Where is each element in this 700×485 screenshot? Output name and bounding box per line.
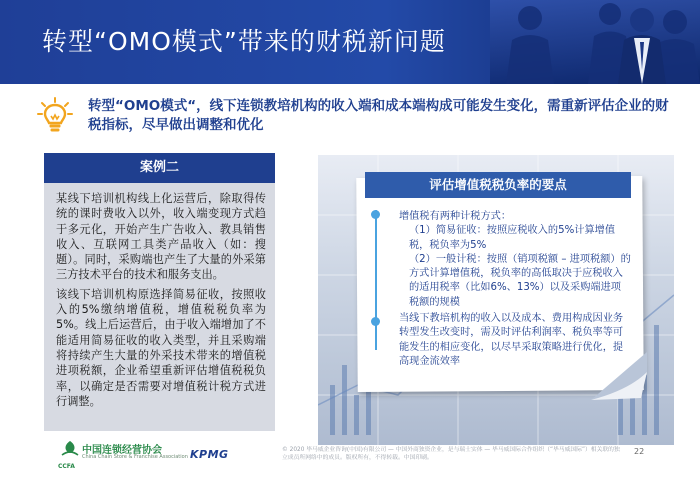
legal-notice: © 2020 毕马威企业咨询(中国)有限公司 — 中国外商独资企业，是与瑞士实体 — 毕马威国际合作组织（“毕马威国际”）相关联的独立成员所网络中的成员。版权所有，不得转载。中国印刷。 (282, 447, 620, 461)
timeline-line (375, 210, 377, 350)
business-people-image (490, 0, 700, 84)
ccfa-english-name: China Chain Store & Franchise Association (82, 454, 188, 460)
intro-text: 转型“OMO模式“，线下连锁教培机构的收入端和成本端构成可能发生变化，需重新评估企业的财税指标，尽早做出调整和优化 (88, 98, 669, 133)
page-title: 转型“OMO模式”带来的财税新问题 (42, 27, 446, 56)
point-1-sub-2: （2）一般计税：按照（销项税额 – 进项税额）的方式计算增值税，税负率的高低取决于应税收入的适用税率（比如6%、13%）以及采购端进项税额的规模 (409, 253, 631, 308)
timeline-dot-1 (371, 210, 380, 219)
point-1-lead: 增值税有两种计税方式： (399, 211, 512, 222)
point-2: 当线下教培机构的收入以及成本、费用构成因业务转型发生改变时，需及时评估利润率、税负率等可能发生的相应变化，以尽早采取策略进行优化，提高现金流效率 (399, 313, 624, 367)
case-card (44, 153, 275, 431)
ccfa-abbr: CCFA (58, 463, 75, 470)
timeline-dot-2 (371, 317, 380, 326)
header-banner (0, 0, 700, 84)
points-title: 评估增值税税负率的要点 (365, 172, 631, 198)
case-body (44, 183, 275, 409)
page-number: 22 (634, 447, 645, 456)
point-1-sub-1: （1）简易征收：按照应税收入的5%计算增值税，税负率为5% (409, 225, 616, 251)
ccfa-logo-icon (60, 439, 80, 463)
case-paragraph-1: 某线下培训机构线上化运营后，除取得传统的课时费收入以外，收入端变现方式趋于多元化，开始产生广告收入、教具销售收入、互联网工具类产品收入（如：搜题）。同时，采购端也产生了大量的外采第三方技术平台的技术和服务支出。 (56, 192, 266, 282)
ccfa-name: 中国连锁经营协会 (82, 445, 162, 456)
point-1 (399, 210, 631, 310)
kpmg-logo: KPMG (190, 448, 229, 461)
case-title: 案例二 (44, 153, 275, 183)
case-paragraph-2: 该线下培训机构原选择简易征收，按照收入的5%缴纳增值税，增值税税负率为5%。线上后运营后，由于收入端增加了不能适用简易征收的收入类型，并且采购端将持续产生大量的外采技术带来的增值税进项税额，企业希望重新评估增值税税负率，以确定是否需要对增值税计税方式进行调整。 (56, 287, 266, 408)
lightbulb-icon (36, 96, 74, 134)
